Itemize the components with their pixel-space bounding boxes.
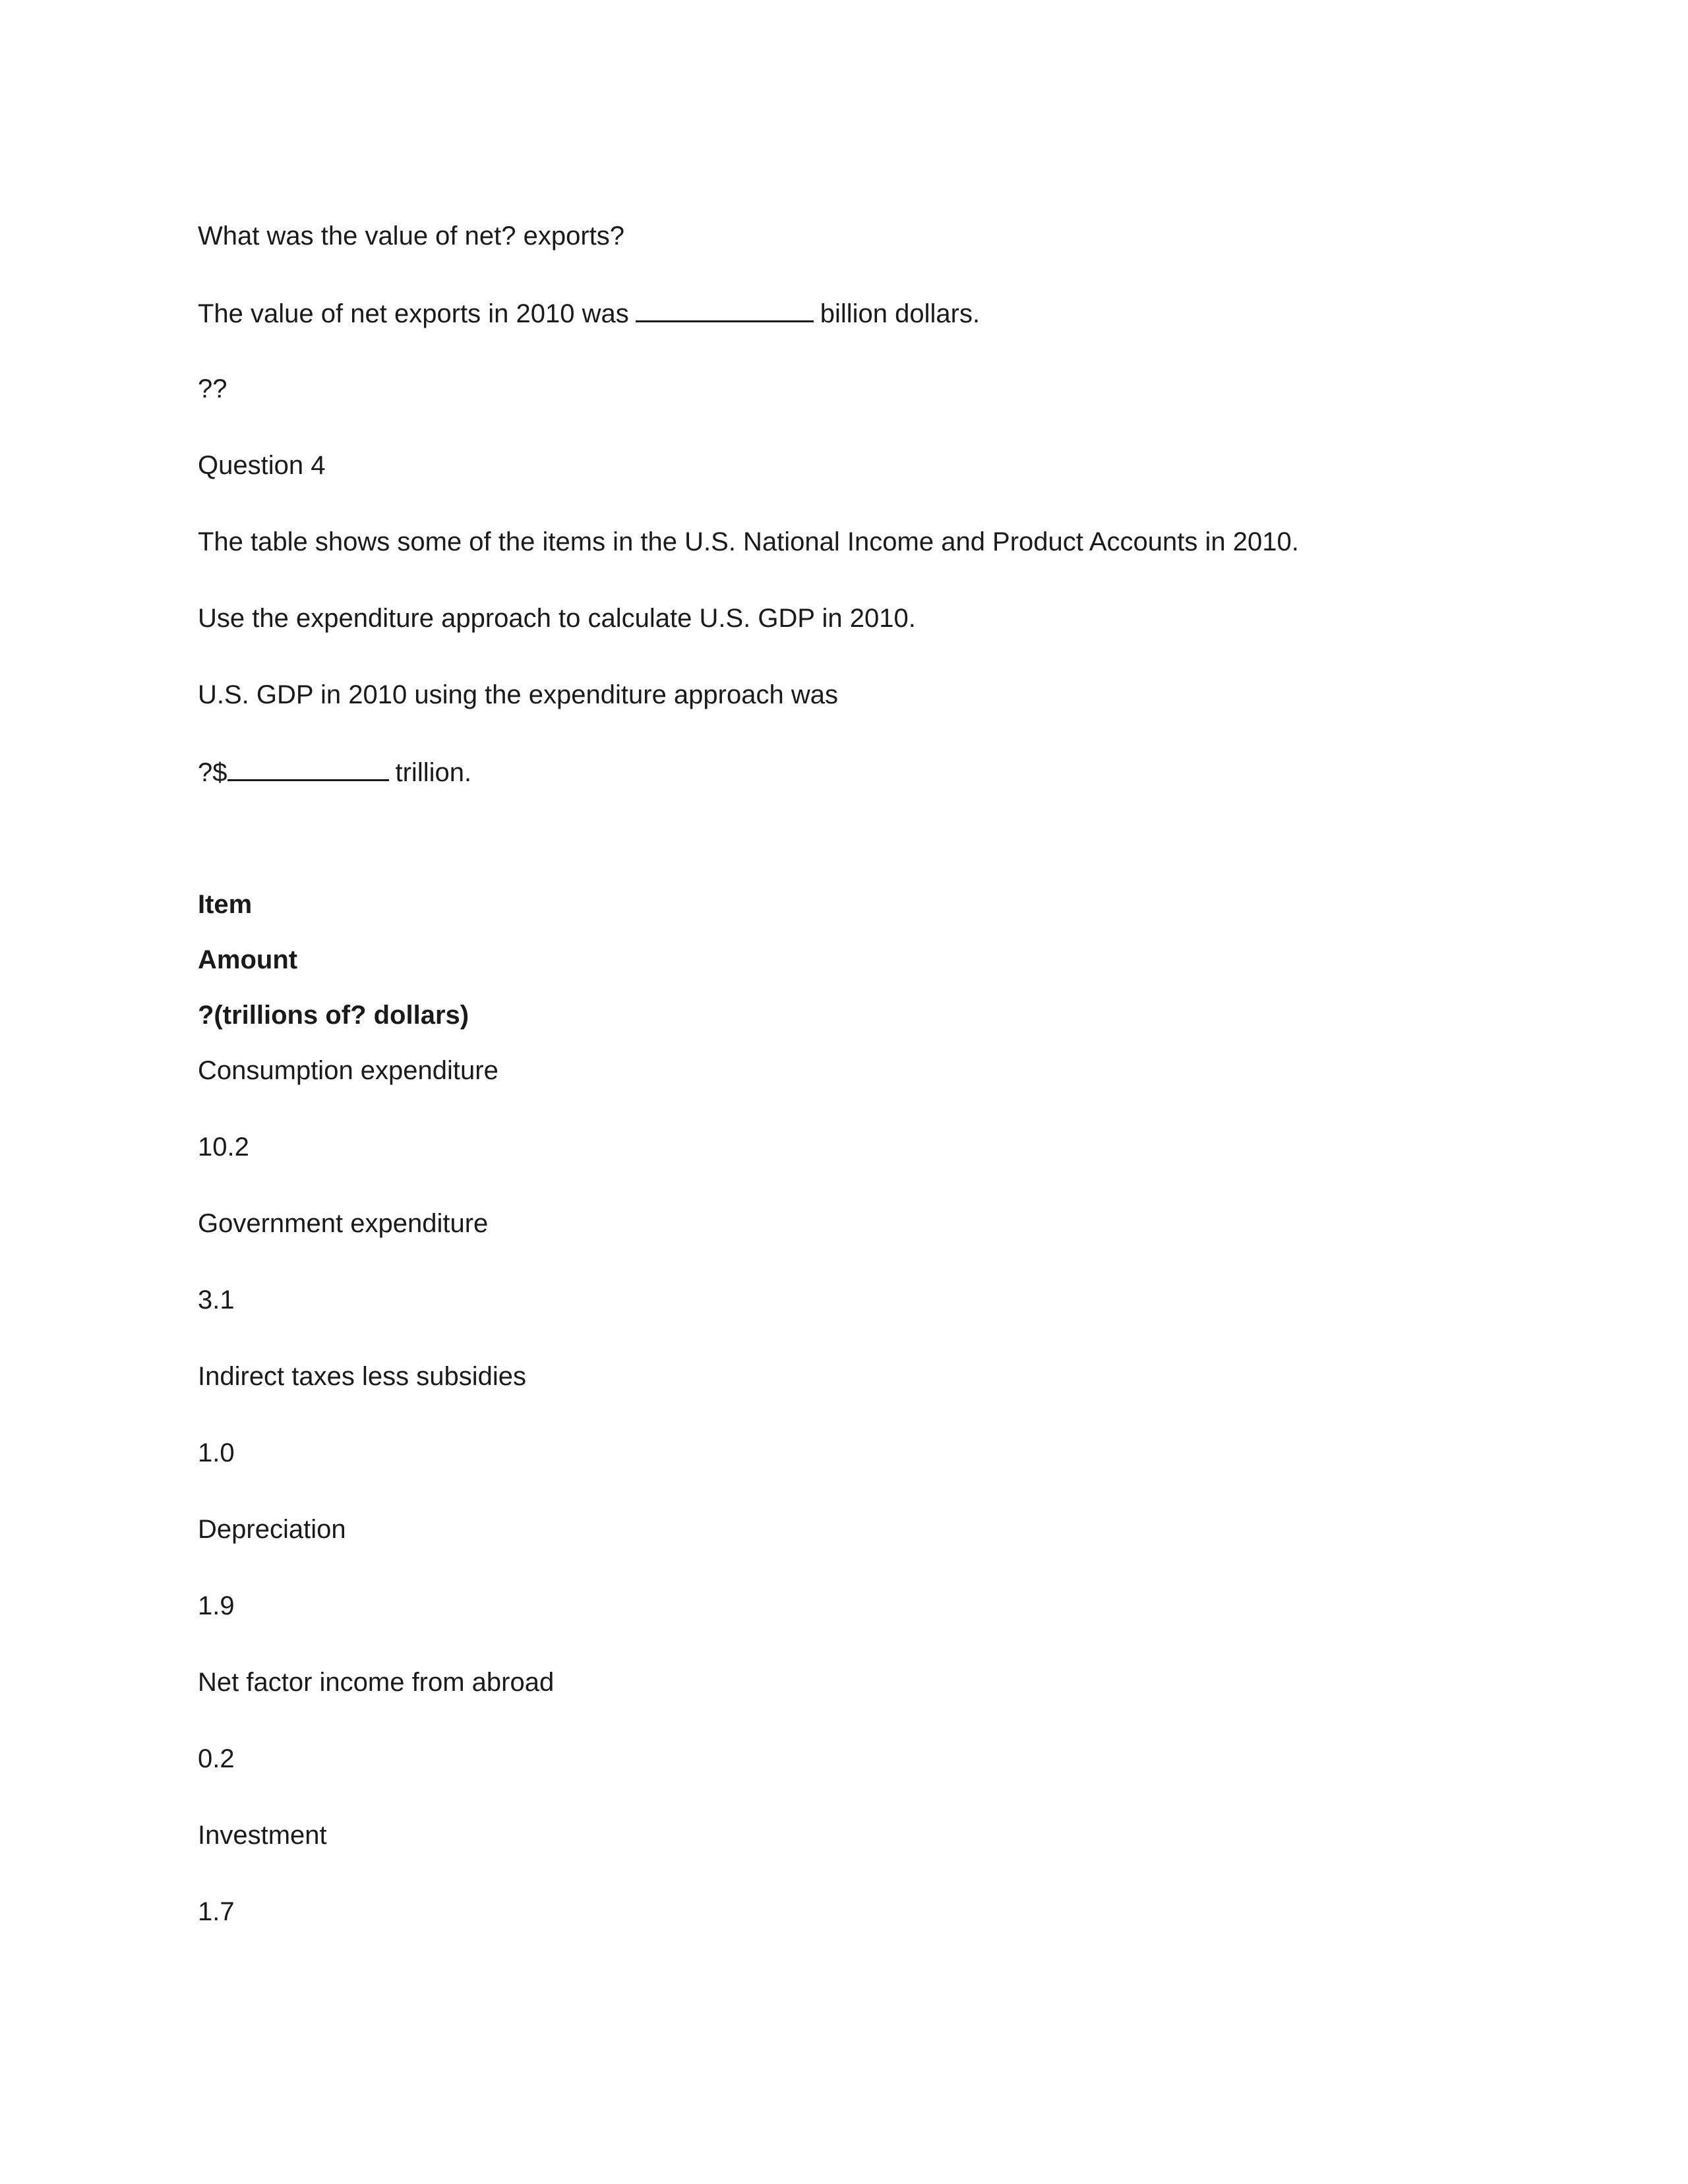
gdp-answer-prefix: ?$ xyxy=(198,758,227,787)
net-exports-answer-blank[interactable] xyxy=(636,297,814,322)
table-row-item: Government expenditure xyxy=(198,1209,489,1238)
net-exports-question: What was the value of net? exports? xyxy=(198,221,625,251)
table-row-amount: 10.2 xyxy=(198,1133,249,1162)
question-4-intro: The table shows some of the items in the U.S. National Income and Product Accounts in 2010. xyxy=(198,527,1299,556)
gdp-answer-blank[interactable] xyxy=(227,755,389,781)
table-row-amount: 1.0 xyxy=(198,1438,235,1467)
table-row-item: Depreciation xyxy=(198,1515,346,1544)
table-row-item: Indirect taxes less subsidies xyxy=(198,1362,527,1391)
question-marks: ?? xyxy=(198,374,227,403)
gdp-answer-suffix: trillion. xyxy=(395,758,472,787)
net-exports-answer-line xyxy=(198,297,980,330)
question-4-heading: Question 4 xyxy=(198,451,326,480)
table-row-item: Net factor income from abroad xyxy=(198,1668,555,1697)
table-row-amount: 1.7 xyxy=(198,1897,235,1926)
table-header-units: ?(trillions of? dollars) xyxy=(198,1001,469,1030)
gdp-answer-lead: U.S. GDP in 2010 using the expenditure approach was xyxy=(198,680,838,709)
net-exports-answer-suffix: billion dollars. xyxy=(820,299,980,328)
gdp-answer-line xyxy=(198,755,471,788)
table-row-amount: 0.2 xyxy=(198,1744,235,1773)
table-row-amount: 1.9 xyxy=(198,1591,235,1620)
net-exports-answer-prefix: The value of net exports in 2010 was xyxy=(198,299,629,328)
table-header-amount: Amount xyxy=(198,945,298,974)
table-row-item: Consumption expenditure xyxy=(198,1056,498,1085)
table-row-item: Investment xyxy=(198,1821,327,1850)
table-row-amount: 3.1 xyxy=(198,1285,235,1314)
table-header-item: Item xyxy=(198,890,253,919)
question-4-instruction: Use the expenditure approach to calculate U.S. GDP in 2010. xyxy=(198,604,916,633)
